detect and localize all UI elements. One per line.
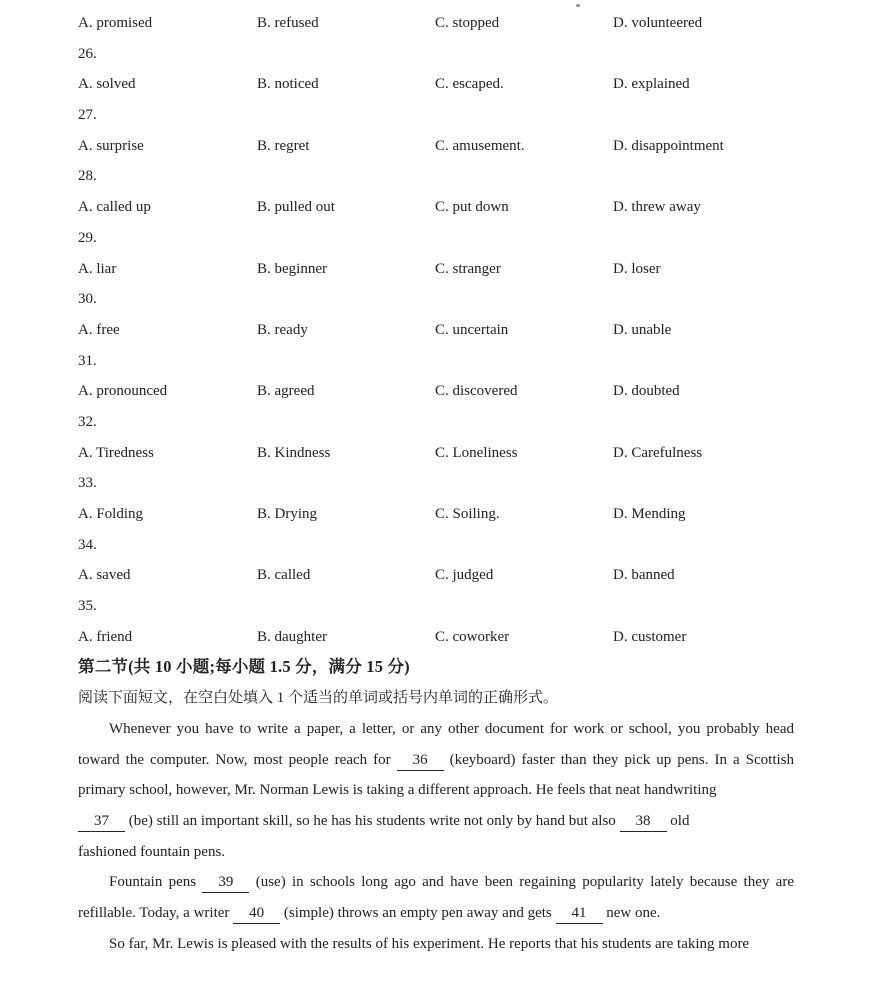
blank-41: 41	[556, 903, 603, 924]
question-number: 35.	[78, 598, 97, 615]
passage-line: Whenever you have to write a paper, a letter, or any other document for work or school, you probably head	[109, 720, 794, 737]
option: A. liar	[78, 260, 117, 277]
option: A. solved	[78, 76, 136, 93]
option: A. friend	[78, 628, 133, 645]
option-row	[78, 499, 794, 530]
option: B. pulled out	[257, 199, 335, 216]
option: A. called up	[78, 199, 151, 216]
option: C. put down	[435, 199, 509, 216]
option: D. banned	[613, 567, 675, 584]
passage-line: Fountain pens 39 (use) in schools long ago and have been regaining popularity lately because they are	[78, 867, 794, 898]
option: B. refused	[257, 15, 319, 31]
question-number: 28.	[78, 168, 97, 185]
option-row	[78, 8, 794, 39]
option: A. promised	[78, 15, 153, 31]
option: B. daughter	[257, 628, 327, 645]
option: D. Mending	[613, 506, 686, 522]
blank-36: 36	[397, 750, 444, 771]
passage-line: toward the computer. Now, most people reach for 36 (keyboard) faster than they pick up pens. In a Scottish	[78, 745, 794, 776]
option: B. regret	[257, 137, 310, 154]
option: B. beginner	[257, 260, 327, 277]
option: C. uncertain	[435, 321, 509, 338]
section-heading: 第二节(共 10 小题;每小题 1.5 分，满分 15 分)	[78, 657, 410, 677]
cloze-passage	[78, 714, 794, 960]
blank-40: 40	[233, 903, 280, 924]
option: D. doubted	[613, 383, 680, 400]
option-row	[78, 560, 794, 591]
passage-line: primary school, however, Mr. Norman Lewis is taking a different approach. He feels that neat handwriting	[78, 782, 717, 799]
passage-line: 37 (be) still an important skill, so he has his students write not only by hand but also 38 old	[78, 806, 794, 837]
option: D. disappointment	[613, 137, 724, 154]
option: A. free	[78, 321, 120, 338]
question-number: 31.	[78, 352, 97, 369]
question-number: 27.	[78, 107, 97, 124]
option: D. customer	[613, 628, 687, 645]
option: D. volunteered	[613, 15, 703, 31]
passage-line: So far, Mr. Lewis is pleased with the results of his experiment. He reports that his students are taking more	[109, 935, 750, 952]
question-number: 33.	[78, 475, 97, 492]
option: C. stopped	[435, 15, 500, 31]
option: C. stranger	[435, 260, 501, 277]
option: A. Folding	[78, 506, 144, 522]
option: B. agreed	[257, 383, 315, 400]
option: B. ready	[257, 321, 308, 338]
question-number: 32.	[78, 413, 97, 430]
option-row	[78, 315, 794, 346]
question-number: 29.	[78, 229, 97, 246]
option: B. Drying	[257, 506, 317, 522]
option: C. judged	[435, 567, 494, 584]
option: A. surprise	[78, 137, 144, 154]
blank-37: 37	[78, 811, 125, 832]
option: A. Tiredness	[78, 444, 154, 461]
blank-39: 39	[202, 872, 249, 893]
option: C. coworker	[435, 628, 510, 645]
option: D. unable	[613, 321, 672, 338]
passage-line: fashioned fountain pens.	[78, 843, 226, 860]
option: C. discovered	[435, 383, 518, 400]
option: C. Soiling.	[435, 506, 500, 522]
multiple-choice-options	[78, 8, 794, 652]
option-row	[78, 376, 794, 407]
option: D. Carefulness	[613, 444, 703, 461]
section-instruction: 阅读下面短文，在空白处填入 1 个适当的单词或括号内单词的正确形式。	[78, 690, 559, 707]
option-row	[78, 438, 794, 469]
option: C. amusement.	[435, 137, 525, 154]
option: B. Kindness	[257, 444, 331, 461]
stray-mark	[576, 4, 580, 7]
option: C. escaped.	[435, 76, 504, 93]
passage-line: refillable. Today, a writer 40 (simple) throws an empty pen away and gets 41 new one.	[78, 898, 794, 929]
option-row	[78, 622, 794, 653]
option: B. noticed	[257, 76, 319, 93]
option-row	[78, 131, 794, 162]
question-number: 30.	[78, 291, 97, 308]
option: D. loser	[613, 260, 661, 277]
option-row	[78, 69, 794, 100]
option: A. saved	[78, 567, 131, 584]
option: A. pronounced	[78, 383, 168, 400]
blank-38: 38	[620, 811, 667, 832]
option: B. called	[257, 567, 311, 584]
question-number: 34.	[78, 536, 97, 553]
option: C. Loneliness	[435, 444, 518, 461]
question-number: 26.	[78, 45, 97, 62]
option-row	[78, 254, 794, 285]
option-row	[78, 192, 794, 223]
option: D. threw away	[613, 199, 701, 216]
option: D. explained	[613, 76, 690, 93]
